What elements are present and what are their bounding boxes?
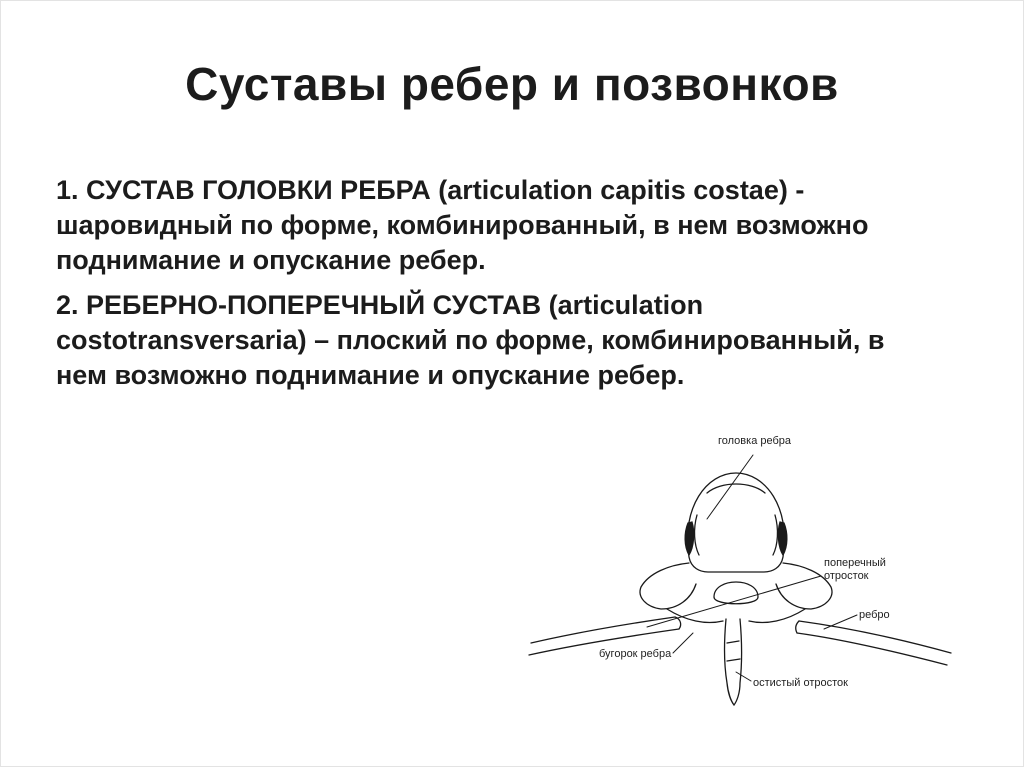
left-costal-facet bbox=[685, 522, 694, 555]
left-rib-upper-edge bbox=[531, 617, 675, 643]
label-spinous-process: остистый отросток bbox=[753, 677, 848, 689]
left-arch-line bbox=[667, 609, 723, 623]
spinous-process bbox=[725, 619, 742, 705]
leader-transverse-process bbox=[647, 576, 821, 627]
right-rib-tip bbox=[796, 621, 799, 633]
paragraph-costotransverse-joint: 2. РЕБЕРНО-ПОПЕРЕЧНЫЙ СУСТАВ (articulation costotransversaria) – плоский по форме, комбинированный, в нем возможно поднимание и опускание ребер. bbox=[56, 290, 885, 391]
spinous-tick-2 bbox=[727, 659, 740, 661]
label-transverse-process: поперечный отросток bbox=[824, 557, 886, 582]
label-rib: ребро bbox=[859, 609, 890, 621]
paragraph-rib-head-joint: 1. СУСТАВ ГОЛОВКИ РЕБРА (articulation capitis costae) - шаровидный по форме, комбинированный, в нем возможно поднимание и опускание ребер. bbox=[56, 175, 869, 276]
right-costal-facet bbox=[778, 522, 787, 555]
slide-title: Суставы ребер и позвонков bbox=[185, 58, 839, 110]
label-rib-head: головка ребра bbox=[717, 435, 792, 447]
spinous-tick-1 bbox=[727, 641, 739, 643]
right-facet-arc bbox=[773, 515, 777, 555]
left-transverse-process bbox=[640, 563, 696, 609]
right-arch-line bbox=[749, 609, 805, 623]
leader-rib bbox=[824, 615, 857, 629]
vertebra-rib-drawing bbox=[521, 429, 976, 724]
left-facet-arc bbox=[695, 515, 699, 555]
leader-rib-head bbox=[707, 455, 753, 519]
vertebral-body-outline bbox=[688, 473, 785, 572]
slide-body-text bbox=[56, 173, 936, 404]
leader-spinous-process bbox=[736, 672, 751, 681]
right-rib-lower-edge bbox=[797, 633, 947, 665]
vertebra-rib-diagram bbox=[521, 429, 976, 724]
vertebral-body-inner-arc bbox=[707, 484, 765, 493]
label-rib-tubercle: бугорок ребра bbox=[599, 648, 672, 660]
